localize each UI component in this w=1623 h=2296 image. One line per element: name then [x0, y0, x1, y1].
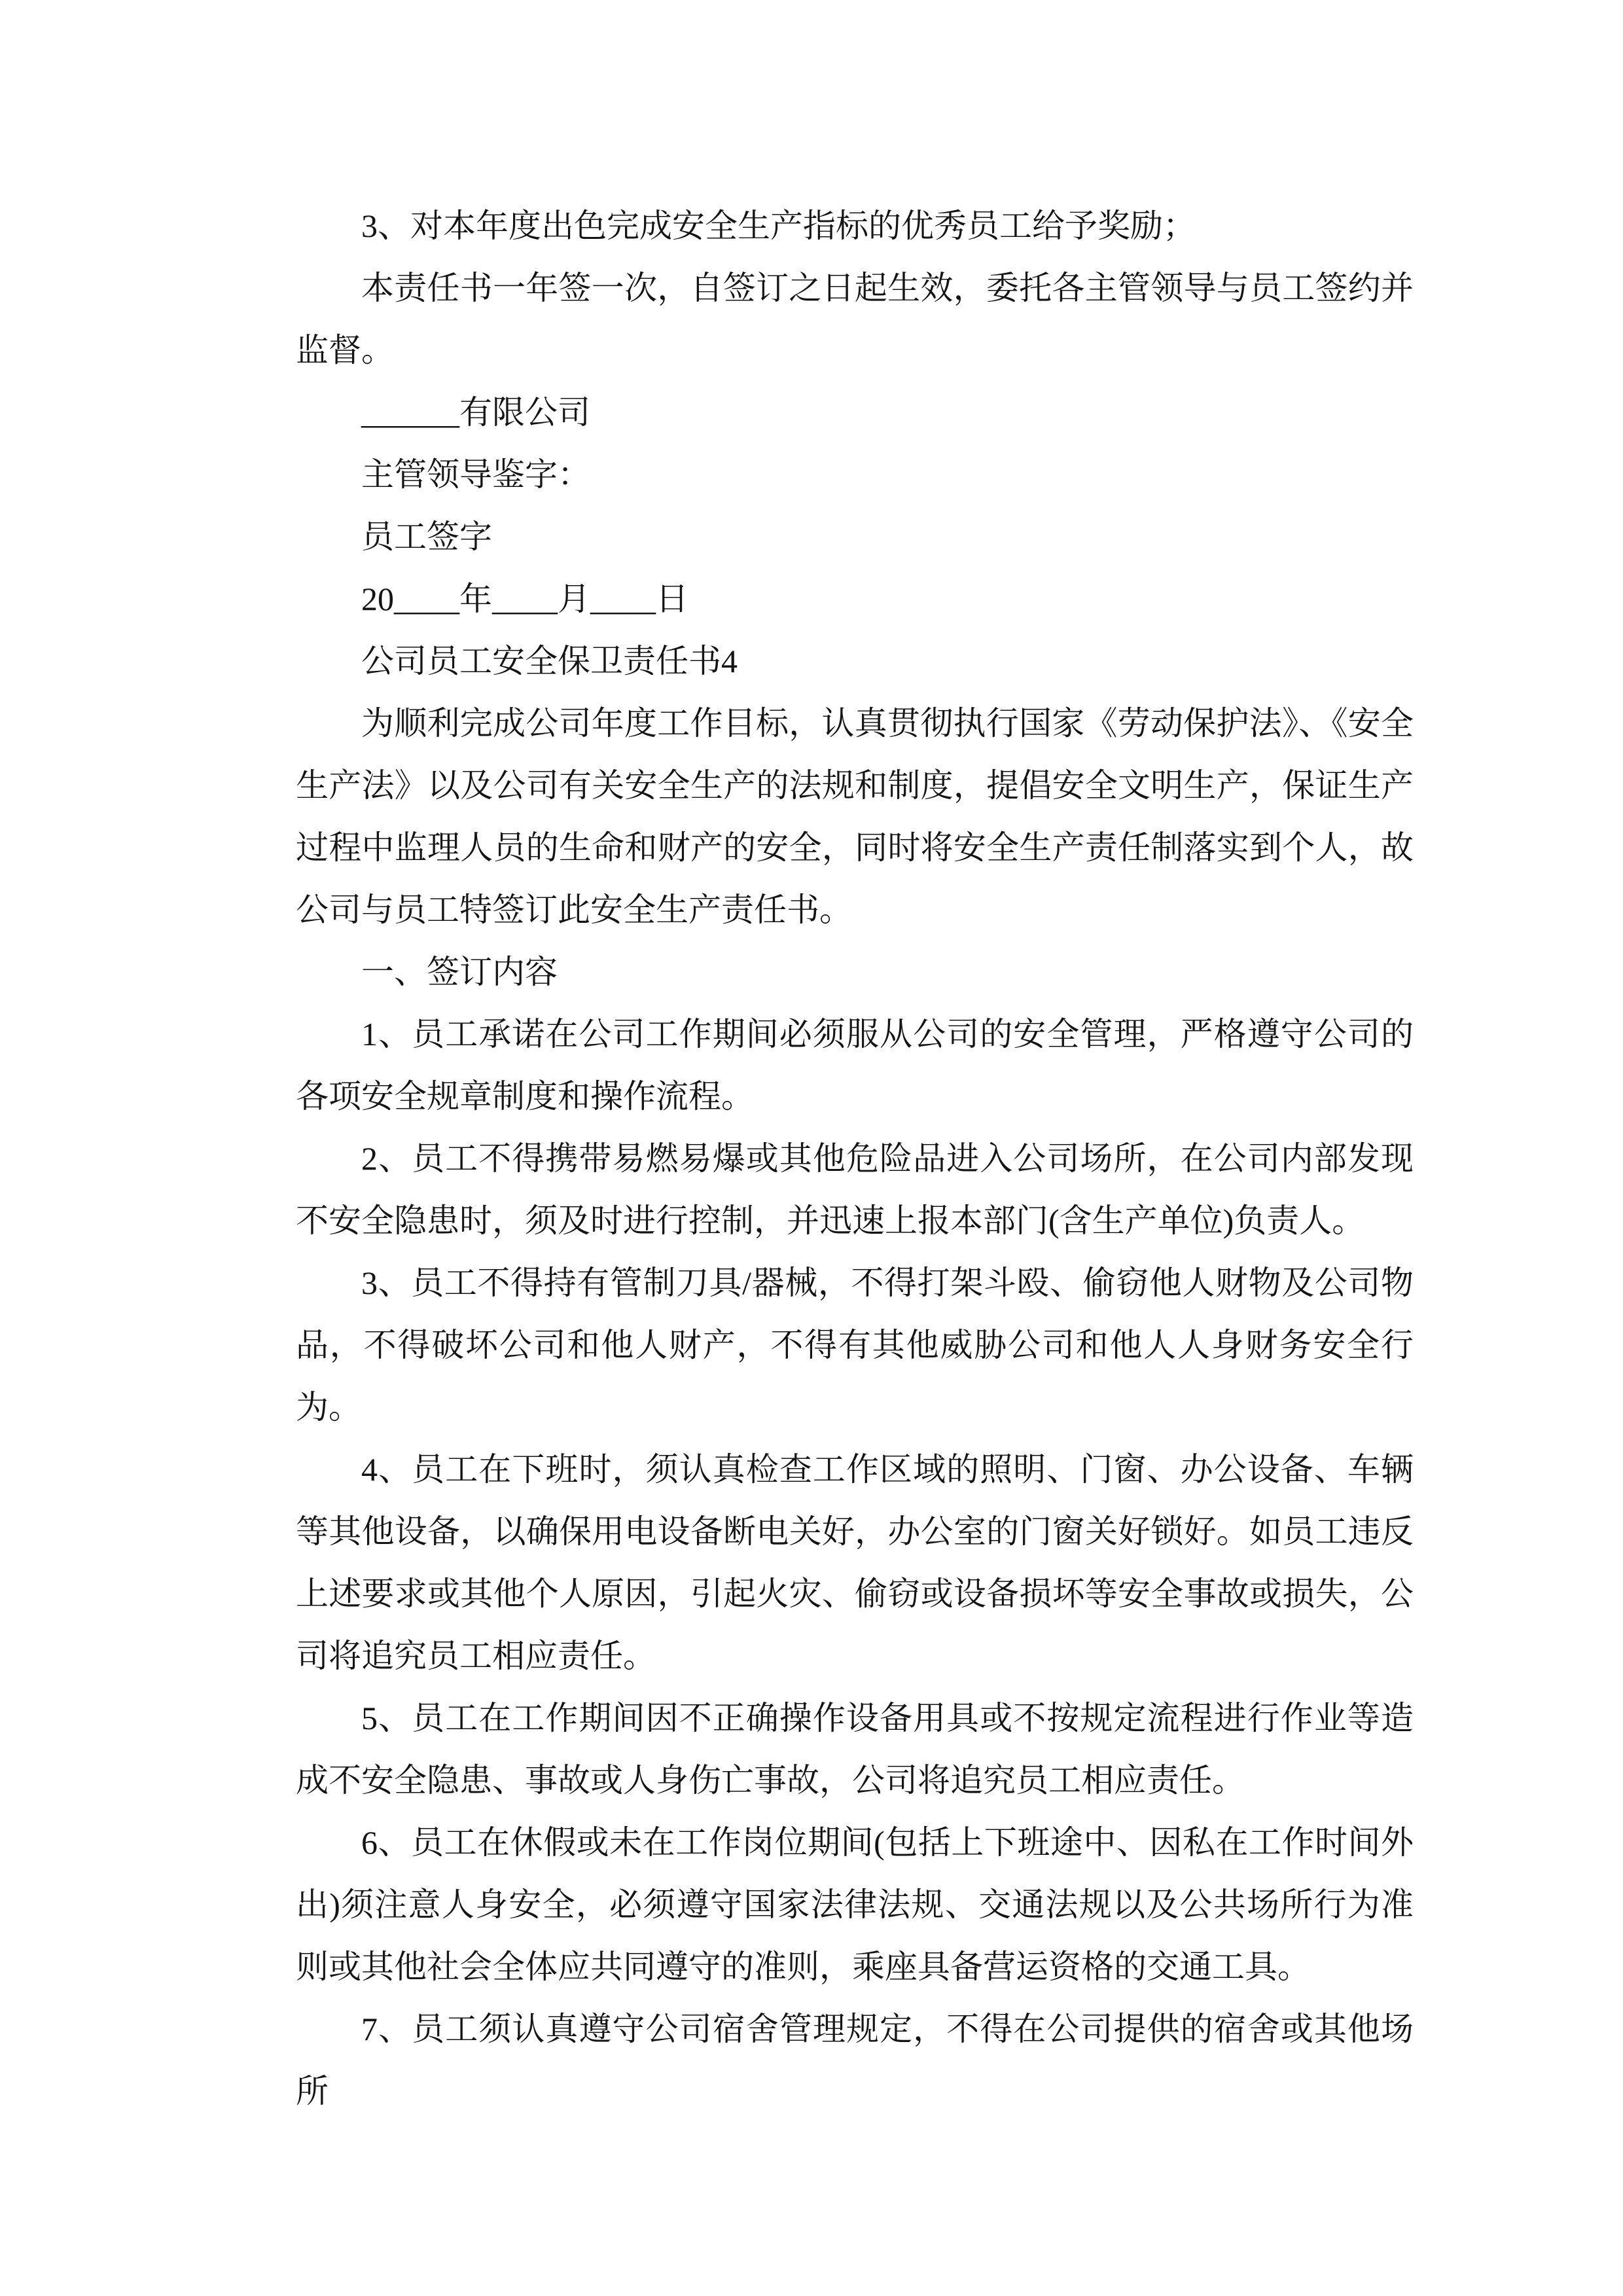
paragraph-supervisor-signature-label: 主管领导鉴字：	[361, 456, 590, 493]
paragraph-item-5: 5、员工在工作期间因不正确操作设备用具或不按规定流程进行作业等造成不安全隐患、事故或人身伤亡事故，公司将追究员工相应责任。	[296, 1700, 1414, 1799]
paragraph-date-blank: 20____年____月____日	[361, 581, 688, 617]
paragraph-signing-content-heading: 一、签订内容	[361, 954, 558, 990]
paragraph-item-6: 6、员工在休假或未在工作岗位期间(包括上下班途中、因私在工作时间外出)须注意人身安全，必须遵守国家法律法规、交通法规以及公共场所行为准则或其他社会全体应共同遵守的准则，乘座具备营运资格的交通工具。	[296, 1824, 1414, 1985]
paragraph-item-4: 4、员工在下班时，须认真检查工作区域的照明、门窗、办公设备、车辆等其他设备，以确保用电设备断电关好，办公室的门窗关好锁好。如员工违反上述要求或其他个人原因，引起火灾、偷窃或设备损坏等安全事故或损失，公司将追究员工相应责任。	[296, 1451, 1414, 1674]
paragraph-employee-signature-label: 员工签字	[361, 518, 492, 555]
paragraph-company-name-blank: ______有限公司	[361, 394, 590, 431]
paragraph-reward-clause: 3、对本年度出色完成安全生产指标的优秀员工给予奖励；	[361, 207, 1196, 244]
paragraph-preamble: 为顺利完成公司年度工作目标，认真贯彻执行国家《劳动保护法》、《安全生产法》以及公司有关安全生产的法规和制度，提倡安全文明生产，保证生产过程中监理人员的生命和财产的安全，同时将安全生产责任制落实到个人，故公司与员工特签订此安全生产责任书。	[296, 705, 1414, 928]
paragraph-item-7: 7、员工须认真遵守公司宿舍管理规定，不得在公司提供的宿舍或其他场所	[296, 2011, 1414, 2109]
paragraph-item-3: 3、员工不得持有管制刀具/器械，不得打架斗殴、偷窃他人财物及公司物品，不得破坏公司和他人财产，不得有其他威胁公司和他人人身财务安全行为。	[296, 1265, 1414, 1426]
paragraph-item-1: 1、员工承诺在公司工作期间必须服从公司的安全管理，严格遵守公司的各项安全规章制度和操作流程。	[296, 1016, 1414, 1115]
paragraph-validity-clause: 本责任书一年签一次，自签订之日起生效，委托各主管领导与员工签约并监督。	[296, 270, 1414, 368]
document-body	[296, 195, 1414, 2123]
paragraph-item-2: 2、员工不得携带易燃易爆或其他危险品进入公司场所，在公司内部发现不安全隐患时，须及时进行控制，并迅速上报本部门(含生产单位)负责人。	[296, 1140, 1414, 1239]
paragraph-section-title: 公司员工安全保卫责任书4	[361, 643, 738, 679]
